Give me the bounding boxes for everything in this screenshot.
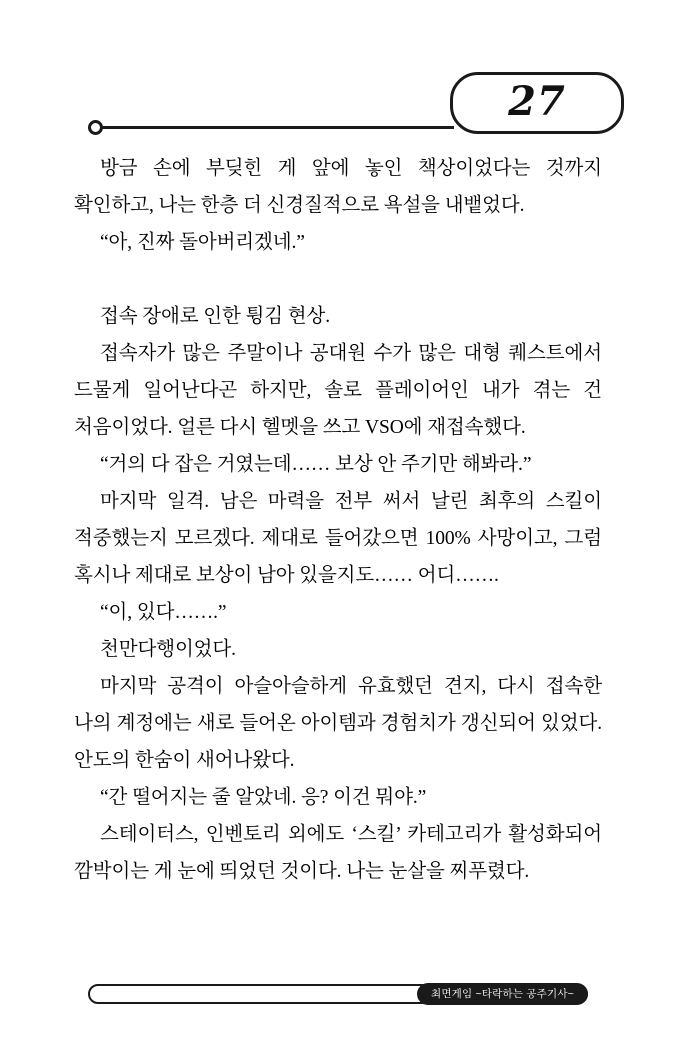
paragraph: “간 떨어지는 줄 알았네. 응? 이건 뭐야.” bbox=[100, 787, 427, 808]
page-footer bbox=[88, 984, 588, 1006]
body-text bbox=[74, 150, 602, 890]
chapter-rule bbox=[94, 126, 454, 129]
chapter-number-badge bbox=[450, 72, 624, 134]
paragraph: 마지막 공격이 아슬아슬하게 유효했던 견지, 다시 접속한 나의 계정에는 새로 들어온 아이템과 경험치가 갱신되어 있었다. 안도의 한숨이 새어나왔다. bbox=[74, 676, 602, 771]
chapter-header bbox=[88, 72, 624, 138]
footer-title-tag: 최면게임 ~타락하는 공주기사~ bbox=[417, 983, 588, 1005]
paragraph: 마지막 일격. 남은 마력을 전부 써서 날린 최후의 스킬이 적중했는지 모르겠다. 제대로 들어갔으면 100% 사망이고, 그럼 혹시나 제대로 보상이 남아 있을지도…… 어디……. bbox=[74, 491, 602, 586]
paragraph: 천만다행이었다. bbox=[100, 639, 236, 660]
chapter-dot-icon bbox=[88, 120, 103, 135]
paragraph: 방금 손에 부딪힌 게 앞에 놓인 책상이었다는 것까지 확인하고, 나는 한층 더 신경질적으로 욕설을 내뱉었다. bbox=[74, 158, 602, 216]
chapter-number: 27 bbox=[508, 78, 566, 125]
paragraph: “이, 있다…….” bbox=[100, 602, 227, 623]
paragraph: 접속자가 많은 주말이나 공대원 수가 많은 대형 퀘스트에서 드물게 일어난다곤 하지만, 솔로 플레이어인 내가 겪는 건 처음이었다. 얼른 다시 헬멧을 쓰고 VSO에 재접속했다. bbox=[74, 343, 602, 438]
paragraph: “거의 다 잡은 거였는데…… 보상 안 주기만 해봐라.” bbox=[100, 454, 532, 475]
paragraph: 접속 장애로 인한 튕김 현상. bbox=[100, 306, 330, 327]
paragraph: “아, 진짜 돌아버리겠네.” bbox=[100, 232, 305, 253]
paragraph: 스테이터스, 인벤토리 외에도 ‘스킬’ 카테고리가 활성화되어 깜박이는 게 눈에 띄었던 것이다. 나는 눈살을 찌푸렸다. bbox=[74, 824, 602, 882]
